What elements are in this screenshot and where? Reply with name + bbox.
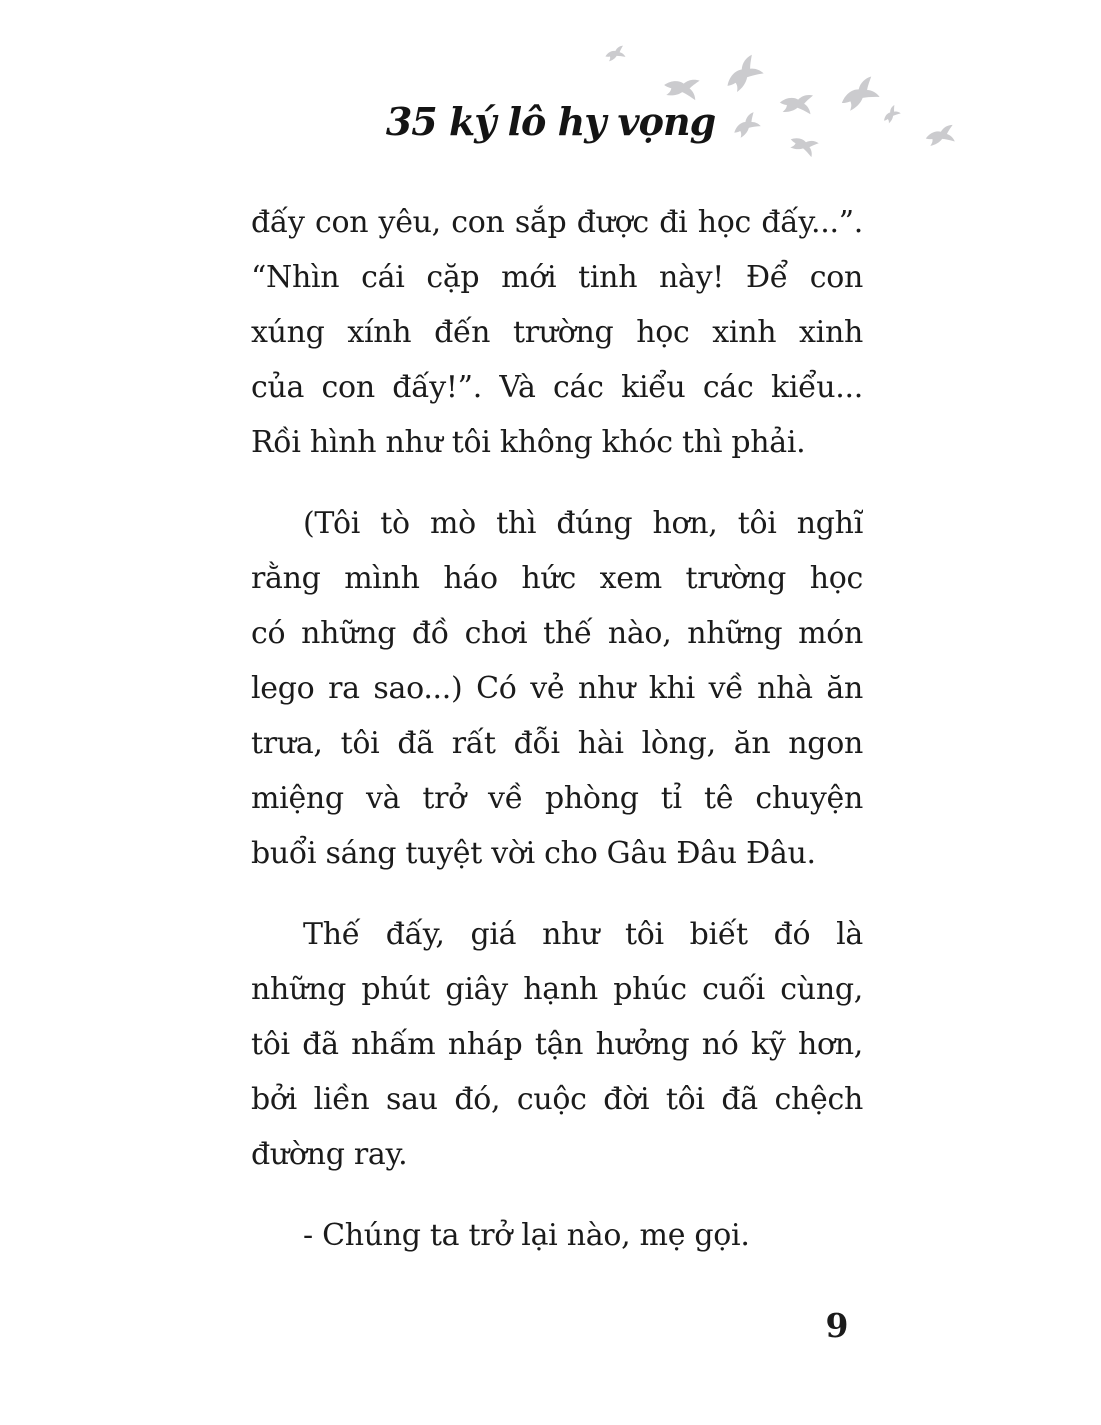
flying-birds-decoration — [590, 38, 970, 173]
bird-icon — [837, 76, 881, 112]
text-line: trưa, tôi đã rất đỗi hài lòng, ăn ngon — [251, 726, 863, 761]
running-header-title: 35 ký lô hy vọng — [385, 99, 716, 144]
text-line: “Nhìn cái cặp mới tinh này! Để con — [251, 260, 863, 295]
text-line: buổi sáng tuyệt vời cho Gâu Đâu Đâu. — [251, 836, 816, 871]
text-line: tôi đã nhấm nháp tận hưởng nó kỹ hơn, — [251, 1027, 863, 1062]
text-line: miệng và trở về phòng tỉ tê chuyện — [251, 781, 863, 816]
text-line: lego ra sao...) Có vẻ như khi về nhà ăn — [251, 671, 863, 706]
text-line: của con đấy!”. Và các kiểu các kiểu... — [251, 370, 863, 405]
bird-icon — [721, 54, 765, 94]
body-text — [251, 195, 863, 1289]
page-number: 9 — [825, 1306, 849, 1345]
paragraph — [251, 195, 863, 470]
text-line: - Chúng ta trở lại nào, mẹ gọi. — [303, 1218, 750, 1253]
paragraph — [251, 907, 863, 1182]
text-line: (Tôi tò mò thì đúng hơn, tôi nghĩ — [303, 506, 863, 541]
bird-icon — [730, 112, 761, 139]
text-line: có những đồ chơi thế nào, những món — [251, 616, 863, 651]
bird-icon — [779, 93, 813, 115]
text-line: bởi liền sau đó, cuộc đời tôi đã chệch — [251, 1082, 863, 1117]
text-line: rằng mình háo hức xem trường học — [251, 561, 863, 596]
bird-icon — [604, 45, 626, 61]
bird-icon — [924, 125, 955, 147]
text-line: Thế đấy, giá như tôi biết đó là — [303, 917, 863, 952]
text-line: những phút giây hạnh phúc cuối cùng, — [251, 972, 863, 1007]
bird-icon — [788, 132, 819, 158]
bird-icon — [880, 105, 901, 125]
bird-icon — [663, 75, 700, 101]
text-line: Rồi hình như tôi không khóc thì phải. — [251, 425, 806, 460]
text-line: đấy con yêu, con sắp được đi học đấy...”. — [251, 205, 863, 240]
dialogue-paragraph — [251, 1208, 863, 1263]
text-line: đường ray. — [251, 1137, 408, 1172]
text-line: xúng xính đến trường học xinh xinh — [251, 315, 863, 350]
paragraph — [251, 496, 863, 881]
